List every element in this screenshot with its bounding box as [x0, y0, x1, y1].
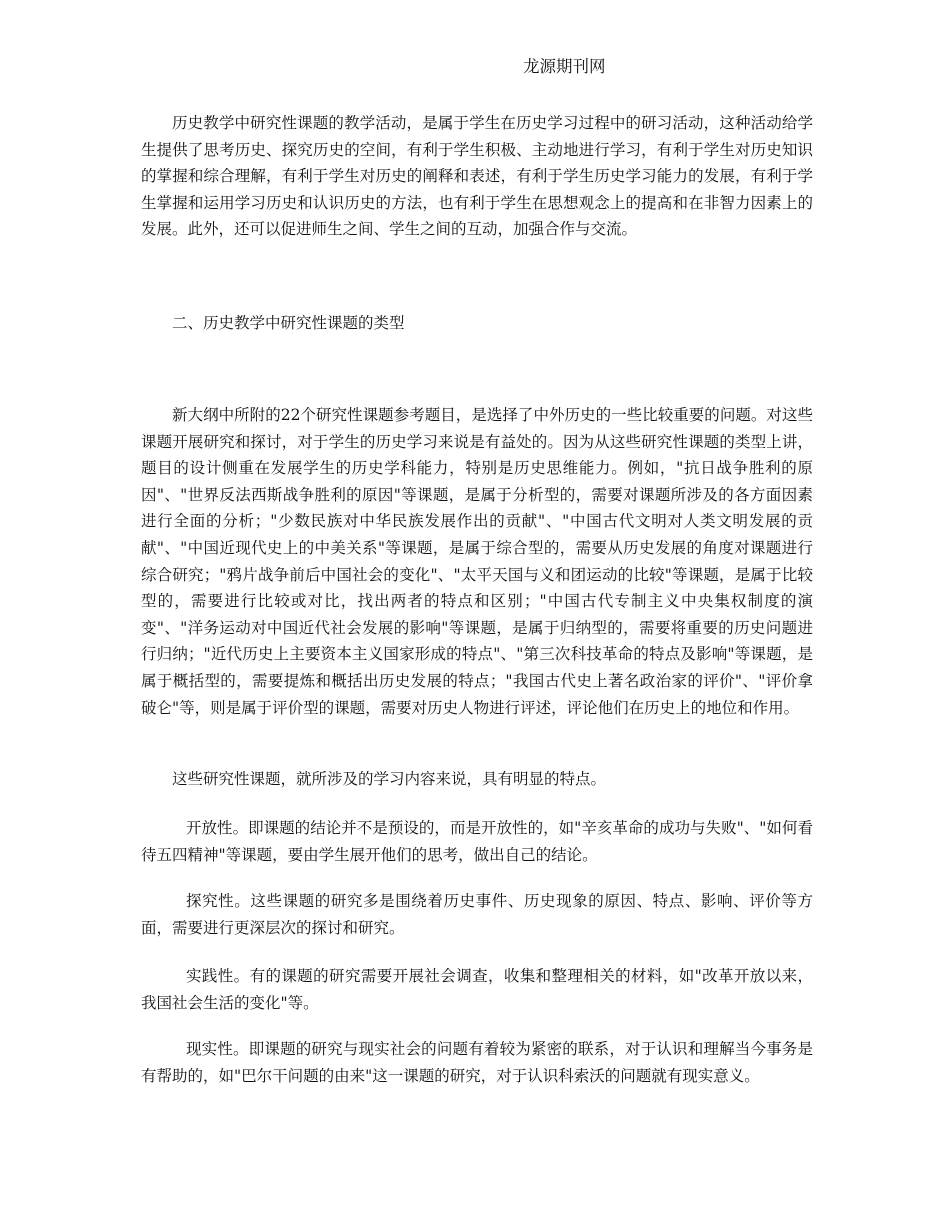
features-intro-paragraph: 这些研究性课题，就所涉及的学习内容来说，具有明显的特点。	[172, 770, 607, 788]
section-heading: 二、历史教学中研究性课题的类型	[172, 314, 405, 332]
feature-reality-paragraph: 现实性。即课题的研究与现实社会的问题有着较为紧密的联系，对于认识和理解当今事务是有帮助的，如"巴尔干问题的由来"这一课题的研究，对于认识科索沃的问题就有现实意义。	[141, 1040, 813, 1085]
types-paragraph: 新大纲中所附的22个研究性课题参考题目，是选择了中外历史的一些比较重要的问题。对这些课题开展研究和探讨，对于学生的历史学习来说是有益处的。因为从这些研究性课题的类型上讲，题目的设计侧重在发展学生的历史学科能力，特别是历史思维能力。例如，"抗日战争胜利的原因"、"世界反法西斯战争胜利的原因"等课题，是属于分析型的，需要对课题所涉及的各方面因素进行全面的分析；"少数民族对中华民族发展作出的贡献"、"中国古代文明对人类文明发展的贡献"、"中国近现代史上的中美关系"等课题，是属于综合型的，需要从历史发展的角度对课题进行综合研究；"鸦片战争前后中国社会的变化"、"太平天国与义和团运动的比较"等课题，是属于比较型的，需要进行比较或对比，找出两者的特点和区别；"中国古代专制主义中央集权制度的演变"、"洋务运动对中国近代社会发展的影响"等课题，是属于归纳型的，需要将重要的历史问题进行归纳；"近代历史上主要资本主义国家形成的特点"、"第三次科技革命的特点及影响"等课题，是属于概括型的，需要提炼和概括出历史发展的特点；"我国古代史上著名政治家的评价"、"评价拿破仑"等，则是属于评价型的课题，需要对历史人物进行评述，评论他们在历史上的地位和作用。	[141, 406, 813, 717]
site-name: 龙源期刊网	[523, 57, 606, 76]
feature-practice-paragraph: 实践性。有的课题的研究需要开展社会调查，收集和整理相关的材料，如"改革开放以来，我国社会生活的变化"等。	[141, 967, 813, 1012]
feature-inquiry-paragraph: 探究性。这些课题的研究多是围绕着历史事件、历史现象的原因、特点、影响、评价等方面，需要进行更深层次的探讨和研究。	[141, 892, 813, 937]
intro-paragraph: 历史教学中研究性课题的教学活动，是属于学生在历史学习过程中的研习活动，这种活动给学生提供了思考历史、探究历史的空间，有利于学生积极、主动地进行学习，有利于学生对历史知识的掌握和综合理解，有利于学生对历史的阐释和表述，有利于学生历史学习能力的发展，有利于学生掌握和运用学习历史和认识历史的方法，也有利于学生在思想观念上的提高和在非智力因素上的发展。此外，还可以促进师生之间、学生之间的互动，加强合作与交流。	[141, 114, 813, 239]
feature-openness-paragraph: 开放性。即课题的结论并不是预设的，而是开放性的，如"辛亥革命的成功与失败"、"如何看待五四精神"等课题，要由学生展开他们的思考，做出自己的结论。	[141, 819, 813, 864]
site-header	[0, 56, 950, 78]
